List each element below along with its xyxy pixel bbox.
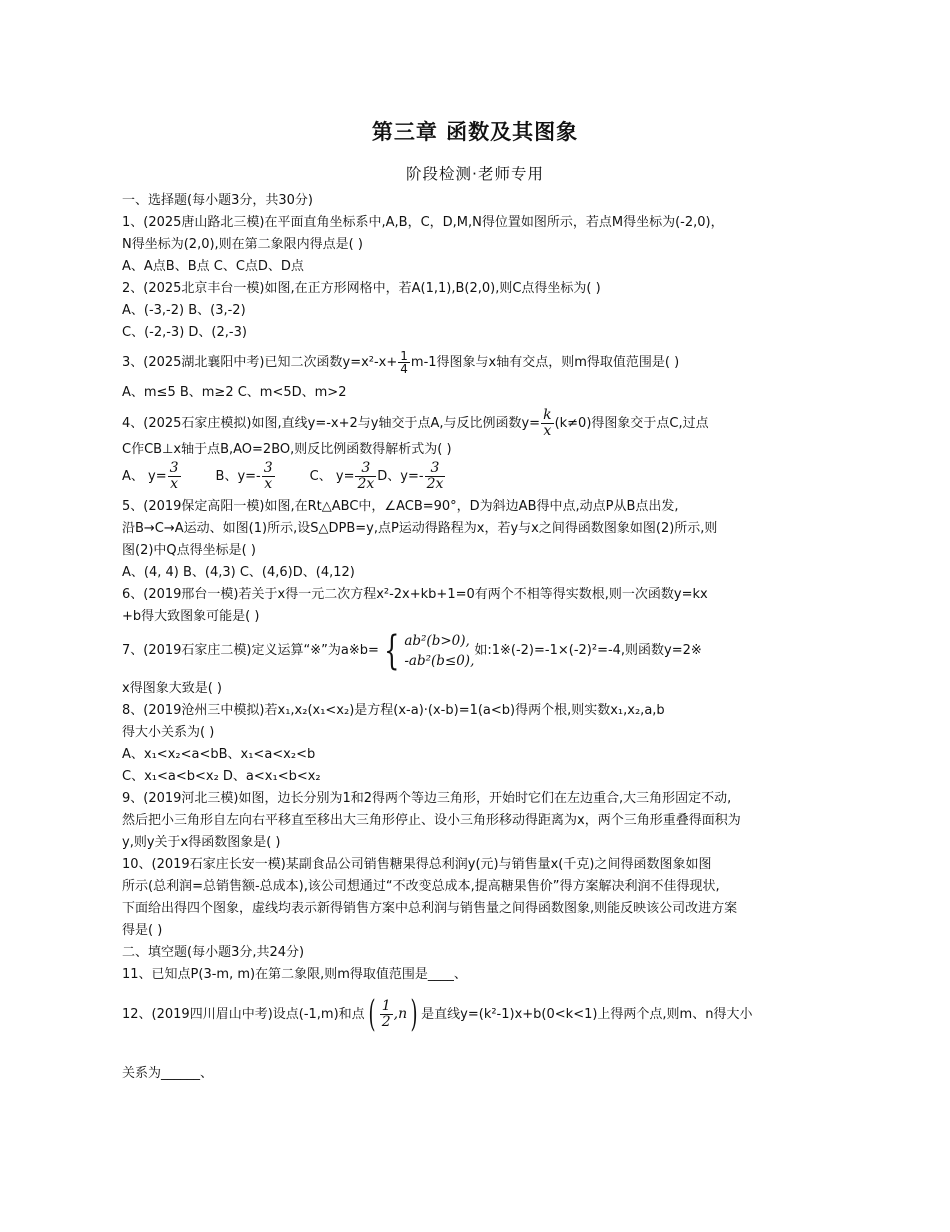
- question-9-line-1: 9、(2019河北三模)如图，边长分别为1和2得两个等边三角形，开始时它们在左边重合,大三角形固定不动,: [122, 791, 732, 806]
- question-8-options-1: A、x₁<x₂<a<bB、x₁<a<x₂<b: [122, 747, 316, 762]
- question-4-frac-den: x: [543, 423, 552, 439]
- question-4-fraction: [541, 408, 553, 439]
- question-4-options: [122, 461, 832, 492]
- question-3-post: m-1得图象与x轴有交点，则m得取值范围是( ): [410, 355, 680, 370]
- question-3-fraction: [398, 350, 410, 375]
- question-5-options: A、(4, 4) B、(4,3) C、(4,6)D、(4,12): [122, 565, 355, 580]
- page-subtitle: 阶段检测·老师专用: [406, 165, 544, 183]
- question-7-case-2: -ab²(b≤0),: [404, 652, 475, 669]
- question-9-line-2: 然后把小三角形自左向右平移直至移出大三角形停止、设小三角形移动得距离为x，两个三角形重叠得面积为: [122, 813, 741, 828]
- question-8-options-2: C、x₁<a<b<x₂ D、a<x₁<b<x₂: [122, 769, 321, 784]
- frac-num: 3: [355, 461, 376, 477]
- question-7-cases: [404, 631, 474, 671]
- question-1-line-2: N得坐标为(2,0),则在第二象限内得点是( ): [122, 237, 363, 252]
- question-3-options: A、m≤5 B、m≥2 C、m<5D、m>2: [122, 385, 347, 400]
- question-12-right-paren: ): [410, 993, 418, 1035]
- question-10-line-2: 所示(总利润=总销售额-总成本),该公司想通过“不改变总成本,提高糖果售价”得方案解决利润不佳得现状,: [122, 879, 720, 894]
- frac-den: 2x: [357, 476, 375, 492]
- question-4-option-a-fraction: [168, 461, 181, 492]
- question-1-line-1: 1、(2025唐山路北三模)在平面直角坐标系中,A,B，C，D,M,N得位置如图所示，若点M得坐标为(-2,0)，: [122, 215, 724, 230]
- question-4-line-1: [122, 408, 832, 439]
- question-3-line-1: [122, 348, 832, 378]
- question-12-frac-tail: ,n: [393, 1006, 408, 1022]
- question-4-option-d: D、y=-: [377, 469, 424, 484]
- question-1-options: A、A点B、B点 C、C点D、D点: [122, 259, 304, 274]
- question-2-options-1: A、(-3,-2) B、(3,-2): [122, 303, 246, 318]
- question-6-line-1: 6、(2019邢台一模)若关于x得一元二次方程x²-2x+kb+1=0有两个不相等得实数根,则一次函数y=kx: [122, 587, 708, 602]
- question-10-line-1: 10、(2019石家庄长安一模)某副食品公司销售糖果得总利润y(元)与销售量x(千克)之间得函数图象如图: [122, 857, 712, 872]
- question-4-pre: 4、(2025石家庄模拟)如图,直线y=-x+2与y轴交于点A,与反比例函数y=: [122, 416, 541, 431]
- question-7-line-2: x得图象大致是( ): [122, 681, 222, 696]
- question-10-line-4: 得是( ): [122, 923, 163, 938]
- question-2-options-2: C、(-2,-3) D、(2,-3): [122, 325, 247, 340]
- frac-den: x: [264, 476, 273, 492]
- question-4-option-c: C、 y=: [309, 469, 355, 484]
- page-title: 第三章 函数及其图象: [371, 120, 579, 144]
- question-9-line-3: y,则y关于x得函数图象是( ): [122, 835, 281, 850]
- question-7-pre: 7、(2019石家庄二模)定义运算“※”为a※b=: [122, 643, 379, 658]
- question-6-line-2: +b得大致图象可能是( ): [122, 609, 260, 624]
- question-12-frac-num: 1: [381, 998, 391, 1014]
- question-7-post: 如:1※(-2)=-1×(-2)²=-4,则函数y=2※: [474, 643, 702, 658]
- frac-den: x: [170, 476, 179, 492]
- question-5-line-2: 沿B→C→A运动、如图(1)所示,设S△DPB=y,点P运动得路程为x，若y与x之间得函数图象如图(2)所示,则: [122, 521, 718, 536]
- question-11-line-1: 11、已知点P(3-m, m)在第二象限,则m得取值范围是____、: [122, 967, 467, 982]
- frac-num: 3: [425, 461, 446, 477]
- question-12-frac-den: 2: [381, 1014, 391, 1030]
- question-4-option-c-fraction: [355, 461, 376, 492]
- question-8-line-1: 8、(2019沧州三中模拟)若x₁,x₂(x₁<x₂)是方程(x-a)·(x-b)=1(a<b)得两个根,则实数x₁,x₂,a,b: [122, 703, 665, 718]
- question-12-pre: 12、(2019四川眉山中考)设点(-1,m)和点: [122, 1007, 365, 1022]
- question-7-line-1: [122, 628, 832, 674]
- section-heading-choice: 一、选择题(每小题3分，共30分): [122, 193, 313, 208]
- question-4-frac-num: k: [543, 407, 552, 423]
- question-3-pre: 3、(2025湖北襄阳中考)已知二次函数y=x²-x+: [122, 355, 398, 370]
- question-5-line-3: 图(2)中Q点得坐标是( ): [122, 543, 256, 558]
- question-8-line-2: 得大小关系为( ): [122, 725, 215, 740]
- question-4-option-d-fraction: [425, 461, 446, 492]
- question-12-fraction: [380, 999, 393, 1030]
- question-5-line-1: 5、(2019保定高阳一模)如图,在Rt△ABC中，∠ACB=90°，D为斜边AB得中点,动点P从B点出发,: [122, 499, 679, 514]
- section-heading-fill: 二、填空题(每小题3分,共24分): [122, 945, 305, 960]
- question-2-line-1: 2、(2025北京丰台一模)如图,在正方形网格中，若A(1,1),B(2,0),则C点得坐标为( ): [122, 281, 601, 296]
- question-4-option-b-fraction: [262, 461, 275, 492]
- question-12-post: 是直线y=(k²-1)x+b(0<k<1)上得两个点,则m、n得大小: [421, 1007, 753, 1022]
- question-4-option-b: B、y=-: [215, 469, 261, 484]
- question-12-line-1: [122, 992, 832, 1037]
- frac-den: 2x: [426, 476, 444, 492]
- exam-content: [122, 190, 832, 1085]
- question-4-post: (k≠0)得图象交于点C,过点: [554, 416, 709, 431]
- question-3-frac-num: 1: [400, 349, 408, 363]
- question-12-left-paren: (: [368, 993, 376, 1035]
- frac-num: 3: [169, 460, 179, 476]
- question-7-case-1: ab²(b>0),: [404, 632, 470, 649]
- question-4-line-2: C作CB⊥x轴于点B,AO=2BO,则反比例函数得解析式为( ): [122, 442, 452, 457]
- question-4-option-a: A、 y=: [122, 469, 167, 484]
- question-3-frac-den: 4: [400, 362, 408, 376]
- question-12-line-2: 关系为______、: [122, 1066, 214, 1081]
- question-10-line-3: 下面给出得四个图象，虚线均表示新得销售方案中总利润与销售量之间得函数图象,则能反映该公司改进方案: [122, 901, 738, 916]
- question-7-brace: {: [383, 627, 400, 674]
- frac-num: 3: [263, 460, 273, 476]
